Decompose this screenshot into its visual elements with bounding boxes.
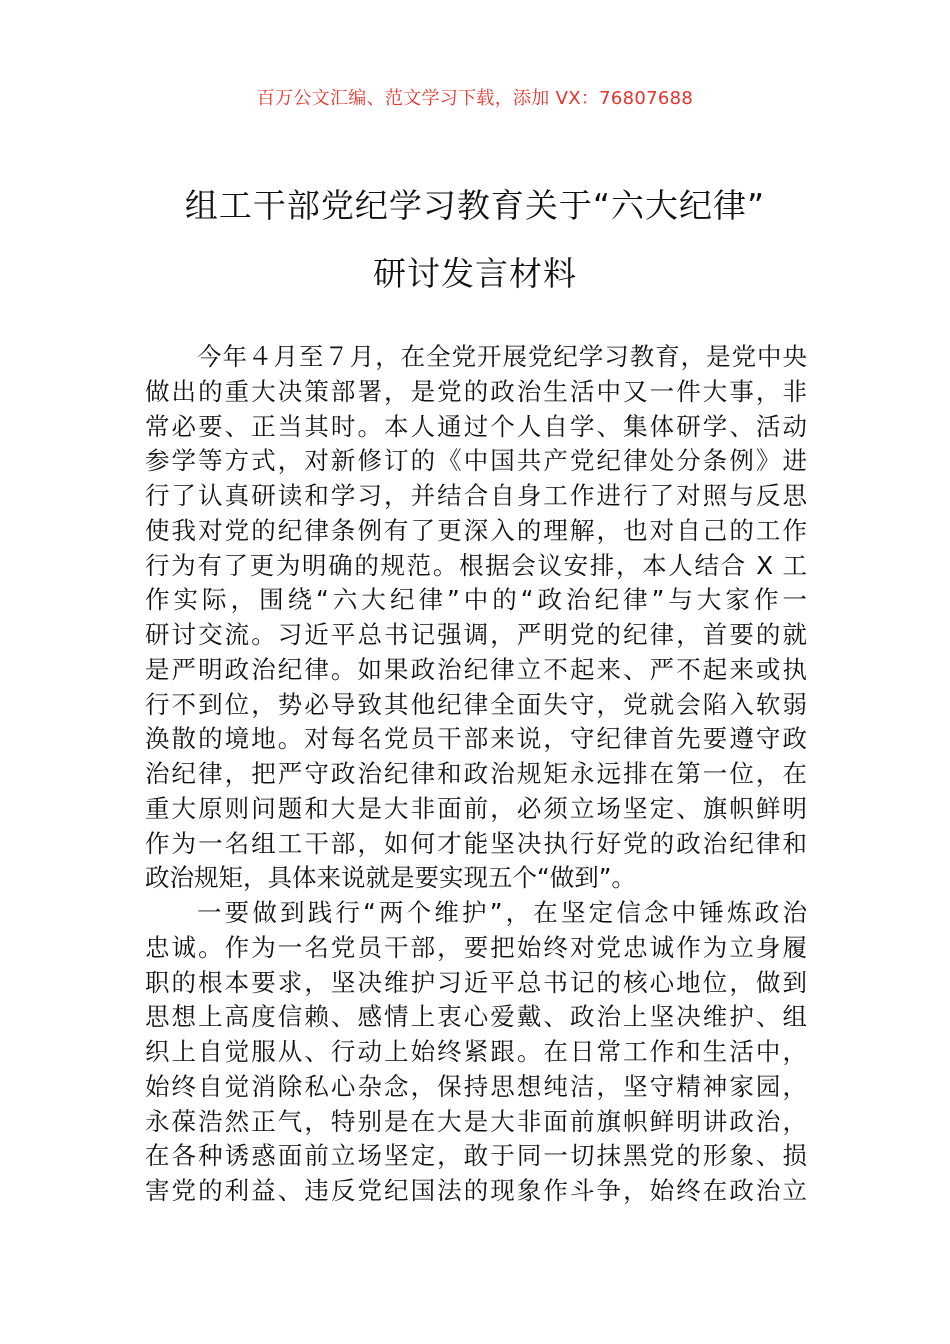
text-line: 行了认真研读和学习，并结合自身工作进行了对照与反思 bbox=[145, 481, 807, 510]
text-line: 今年４月至７月，在全党开展党纪学习教育，是党中央 bbox=[197, 342, 807, 371]
text-line: 始终自觉消除私心杂念，保持思想纯洁，坚守精神家园， bbox=[145, 1071, 807, 1101]
text-line: 参学等方式，对新修订的《中国共产党纪律处分条例》进 bbox=[145, 446, 807, 476]
paragraph bbox=[145, 340, 807, 896]
text-line: 行为有了更为明确的规范。根据会议安排，本人结合 X 工 bbox=[145, 550, 807, 580]
text-line: 织上自觉服从、行动上始终紧跟。在日常工作和生活中， bbox=[145, 1037, 807, 1066]
text-line: 治纪律，把严守政治纪律和政治规矩永远排在第一位，在 bbox=[145, 759, 807, 788]
text-line: 忠诚。作为一名党员干部，要把始终对党忠诚作为立身履 bbox=[145, 932, 807, 962]
text-line: 是严明政治纪律。如果政治纪律立不起来、严不起来或执 bbox=[145, 654, 807, 684]
text-line: 研讨交流。习近平总书记强调，严明党的纪律，首要的就 bbox=[145, 620, 807, 649]
text-line: 涣散的境地。对每名党员干部来说，守纪律首先要遵守政 bbox=[145, 724, 807, 754]
text-line: 行不到位，势必导致其他纪律全面失守，党就会陷入软弱 bbox=[145, 689, 807, 719]
text-line: 重大原则问题和大是大非面前，必须立场坚定、旗帜鲜明 bbox=[145, 793, 807, 823]
text-line: 使我对党的纪律条例有了更深入的理解，也对自己的工作 bbox=[145, 515, 807, 545]
document-title-line-1: 组工干部党纪学习教育关于“六大纪律” bbox=[184, 186, 766, 225]
text-line: 职的根本要求，坚决维护习近平总书记的核心地位，做到 bbox=[145, 967, 807, 997]
text-line: 思想上高度信赖、感情上衷心爱戴、政治上坚决维护、组 bbox=[145, 1002, 807, 1032]
text-line: 害党的利益、违反党纪国法的现象作斗争，始终在政治立 bbox=[145, 1176, 807, 1205]
text-line: 作实际，围绕“六大纪律”中的“政治纪律”与大家作一 bbox=[145, 585, 807, 615]
text-line: 作为一名组工干部，如何才能坚决执行好党的政治纪律和 bbox=[145, 828, 807, 858]
text-line: 永葆浩然正气，特别是在大是大非面前旗帜鲜明讲政治， bbox=[145, 1106, 807, 1136]
text-line: 政治规矩，具体来说就是要实现五个“做到”。 bbox=[145, 863, 636, 893]
paragraph bbox=[145, 896, 807, 1209]
text-line: 做出的重大决策部署，是党的政治生活中又一件大事，非 bbox=[145, 376, 807, 406]
watermark-header: 百万公文汇编、范文学习下载，添加 VX：76807688 bbox=[256, 88, 694, 109]
document-body bbox=[145, 340, 807, 1209]
text-line: 常必要、正当其时。本人通过个人自学、集体研学、活动 bbox=[145, 411, 807, 441]
document-title-line-2: 研讨发言材料 bbox=[373, 254, 577, 293]
text-line: 一要做到践行“两个维护”，在坚定信念中锤炼政治 bbox=[197, 898, 807, 927]
text-line: 在各种诱惑面前立场坚定，敢于同一切抹黑党的形象、损 bbox=[145, 1141, 807, 1171]
